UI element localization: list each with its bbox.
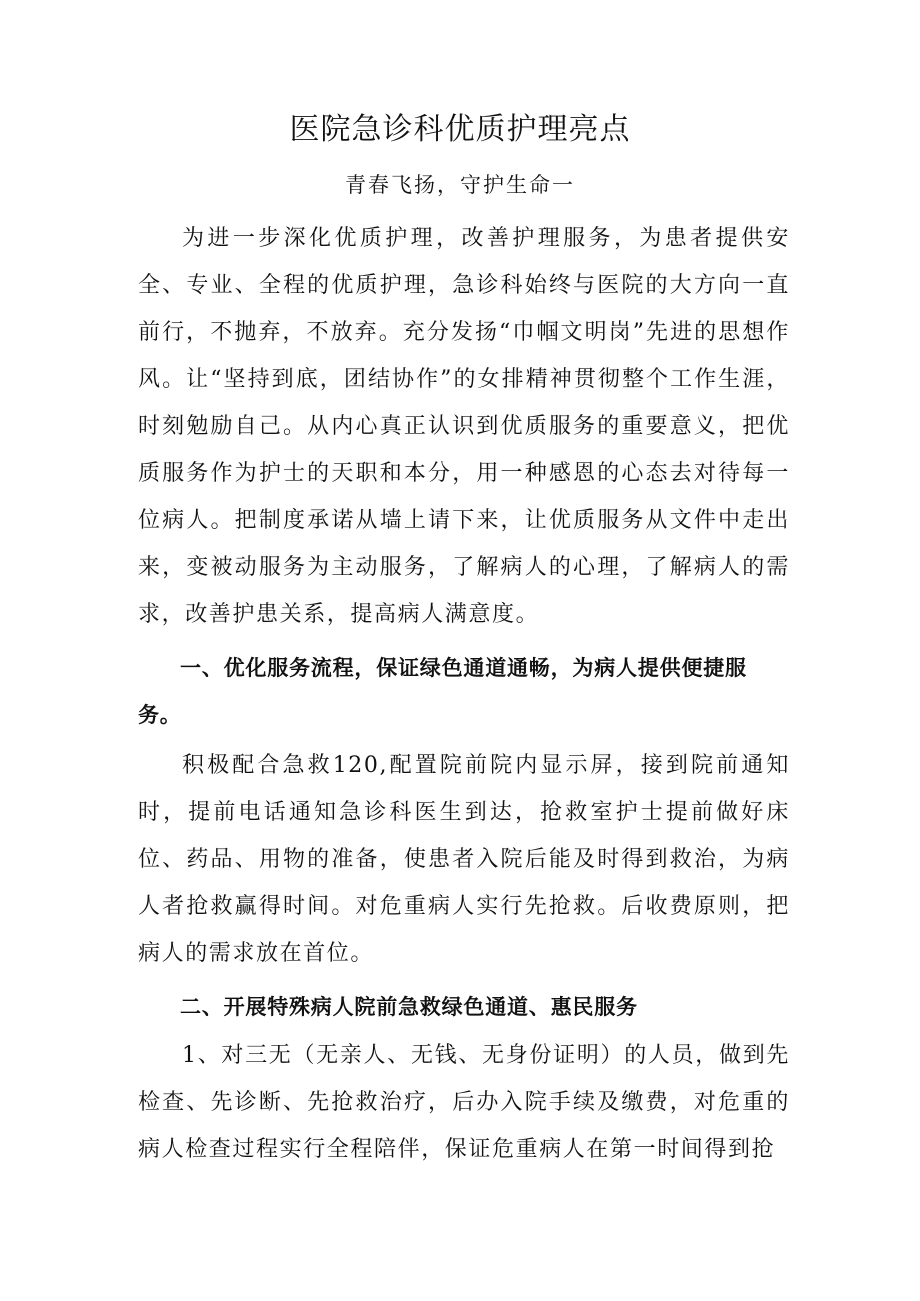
section-2-item-1: 1、对三无（无亲人、无钱、无身份证明）的人员，做到先检查、先诊断、先抢救治疗，后办入院手续及缴费，对危重的病人检查过程实行全程陪伴，保证危重病人在第一时间得到抢 — [138, 1043, 790, 1162]
section-2-heading: 二、开展特殊病人院前急救绿色通道、惠民服务 — [180, 995, 638, 1019]
section-1-heading-block — [138, 645, 790, 739]
intro-paragraph-block — [138, 215, 790, 638]
section-1-paragraph: 积极配合急救120,配置院前院内显示屏，接到院前通知时，提前电话通知急诊科医生到达，抢救室护士提前做好床位、药品、用物的准备，使患者入院后能及时得到救治，为病人者抢救赢得时间。对危重病人实行先抢救。后收费原则，把病人的需求放在首位。 — [138, 753, 790, 966]
document-title: 医院急诊科优质护理亮点 — [289, 112, 631, 147]
section-2-heading-block — [138, 984, 790, 1031]
section-1-heading: 一、优化服务流程，保证绿色通道通畅，为病人提供便捷服务。 — [138, 656, 747, 727]
intro-paragraph: 为进一步深化优质护理，改善护理服务，为患者提供安全、专业、全程的优质护理，急诊科始终与医院的大方向一直前行，不抛弃，不放弃。充分发扬“巾帼文明岗”先进的思想作风。让“坚持到底，团结协作”的女排精神贯彻整个工作生涯，时刻勉励自己。从内心真正认识到优质服务的重要意义，把优质服务作为护士的天职和本分，用一种感恩的心态去对待每一位病人。把制度承诺从墙上请下来，让优质服务从文件中走出来，变被动服务为主动服务，了解病人的心理，了解病人的需求，改善护患关系，提高病人满意度。 — [138, 226, 790, 627]
section-1-paragraph-block — [138, 742, 790, 977]
section-2-item-1-block — [138, 1032, 790, 1173]
document-subtitle: 青春飞扬，守护生命一 — [345, 173, 575, 197]
